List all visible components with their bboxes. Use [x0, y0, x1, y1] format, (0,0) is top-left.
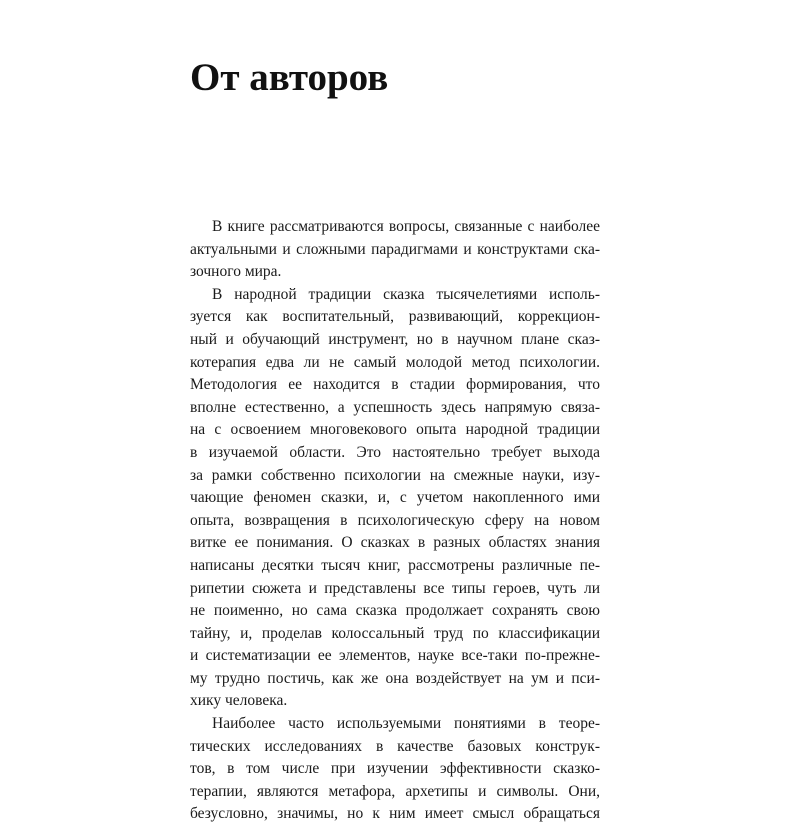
text-line: безусловно, значимы, но к ним имеет смысл обращаться: [190, 805, 600, 823]
text-line: зуется как воспитательный, развивающий, коррекцион-: [190, 308, 600, 326]
text-line: за рамки собственно психологии на смежные науки, изу-: [190, 466, 600, 484]
text-line: Методология ее находится в стадии формирования, что: [190, 376, 600, 394]
text-line: вполне естественно, а успешность здесь напрямую связа-: [190, 398, 600, 416]
text-line: витке ее понимания. О сказках в разных областях знания: [190, 534, 600, 552]
text-line: чающие феномен сказки, и, с учетом накопленного ими: [190, 489, 600, 507]
text-line: В народной традиции сказка тысячелетиями исполь-: [212, 285, 600, 303]
text-line: тических исследованиях в качестве базовых конструк-: [190, 737, 600, 755]
text-line: на с освоением многовекового опыта народной традиции: [190, 421, 600, 439]
text-line: тов, в том числе при изучении эффективности сказко-: [190, 760, 600, 778]
text-line: и систематизации ее элементов, науке все-таки по-прежне-: [190, 647, 600, 665]
text-line: Наиболее часто используемыми понятиями в теоре-: [212, 715, 600, 733]
text-line: рипетии сюжета и представлены все типы героев, чуть ли: [190, 579, 600, 597]
chapter-title: От авторов: [190, 56, 389, 99]
text-line: опыта, возвращения в психологическую сферу на новом: [190, 511, 600, 529]
text-line: написаны десятки тысяч книг, рассмотрены различные пе-: [190, 556, 600, 574]
text-line: котерапия едва ли не самый молодой метод психологии.: [190, 353, 600, 371]
text-line: ный и обучающий инструмент, но в научном плане сказ-: [190, 330, 600, 348]
text-line: В книге рассматриваются вопросы, связанные с наиболее: [212, 218, 600, 235]
text-line: му трудно постичь, как же она воздействует на ум и пси-: [190, 669, 600, 687]
text-line: в изучаемой области. Это настоятельно требует выхода: [190, 443, 600, 461]
text-line: не поименно, но сама сказка продолжает сохранять свою: [190, 602, 600, 620]
text-line: терапии, являются метафора, архетипы и символы. Они,: [190, 782, 600, 800]
text-line: актуальными и сложными парадигмами и конструктами ска-: [190, 240, 600, 258]
body-text: [190, 216, 600, 826]
text-line: тайну, и, проделав колоссальный труд по классификации: [190, 624, 600, 642]
text-line: хику человека.: [190, 692, 288, 710]
text-line: зочного мира.: [190, 263, 282, 281]
